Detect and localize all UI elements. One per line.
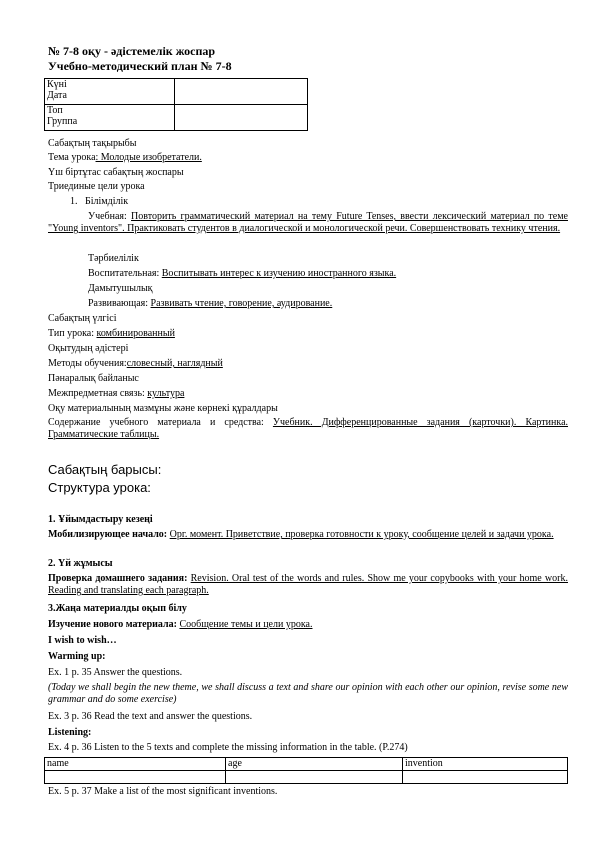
table-cell [403,771,568,784]
upbringing-line [88,268,396,280]
upbringing-label: Воспитательная: [88,268,162,279]
section1-text: Орг. момент. Приветствие, проверка готовности к уроку, сообщение целей и задачи урока. [169,529,554,540]
exercise-1: Ex. 1 p. 35 Answer the questions. [48,667,183,678]
warming-up-heading: Warming up: [48,651,106,662]
links-value: культура [147,388,185,399]
topic-value: : Молодые изобретатели. [95,152,202,163]
type-label: Тип урока: [48,328,97,339]
page-title-kz: № 7-8 оқу - әдістемелік жоспар [48,44,216,58]
section2-text: Revision. Oral test of the words and rules. Show me your copybooks with your home work. Reading and translating each paragraph. [48,573,568,596]
group-label-kz: Топ [47,105,63,116]
topic-label: Тема урока [48,152,96,163]
goal1-label: Білімділік [85,196,129,207]
structure-heading-kz: Сабақтың барысы: [48,462,162,477]
dev-text: Развивать чтение, говорение, аудирование. [150,298,333,309]
goal1-heading [70,196,128,208]
date-label-cell [45,79,175,105]
content-kz: Оқу материалының мазмұны және көрнекі құралдары [48,403,278,414]
type-value: комбинированный [96,328,175,339]
section3-label: Изучение нового материала: [48,619,180,630]
dev-label: Развивающая: [88,298,151,309]
date-label-ru: Дата [47,90,67,101]
wish-line: I wish to wish… [48,635,117,646]
section1-label: Мобилизирующее начало: [48,529,170,540]
group-label-cell [45,105,175,131]
methods-line [48,358,223,370]
edu-label: Учебная: [88,211,132,222]
links-line [48,388,184,400]
inventors-table [44,757,568,784]
table-header-invention: invention [403,758,568,771]
exercise-4: Ex. 4 p. 36 Listen to the 5 texts and complete the missing information in the table. (P.274) [48,742,408,753]
date-group-table [44,78,308,131]
links-kz: Пәнаралық байланыс [48,373,139,384]
content-line [48,417,568,441]
section2-title: 2. Үй жұмысы [48,558,113,569]
goal1-number: 1. [70,196,78,207]
topic-kz: Сабақтың тақырыбы [48,138,137,149]
section1-title: 1. Ұйымдастыру кезеңі [48,514,153,525]
section2-label: Проверка домашнего задания: [48,573,191,584]
section1-body [48,529,568,541]
type-kz: Сабақтың үлгісі [48,313,117,324]
methods-value: словесный, наглядный [126,358,223,369]
upbringing-kz: Тәрбиелілік [88,253,139,264]
page-title-ru: Учебно-методический план № 7-8 [48,59,232,73]
dev-line [88,298,332,310]
section3-text: Сообщение темы и цели урока. [179,619,313,630]
exercise-5: Ex. 5 p. 37 Make a list of the most significant inventions. [48,786,278,797]
group-value-cell [175,105,308,131]
table-cell [226,771,403,784]
date-label-kz: Күні [47,79,67,90]
structure-heading-ru: Структура урока: [48,480,151,495]
edu-goal [48,211,568,235]
methods-label: Методы обучения: [48,358,127,369]
dev-kz: Дамытушылық [88,283,153,294]
section3-body [48,619,312,631]
upbringing-text: Воспитывать интерес к изучению иностранного языка. [161,268,397,279]
listening-heading: Listening: [48,727,92,738]
type-line [48,328,175,340]
topic-line [48,152,202,164]
edu-text: Повторить грамматический материал на тему Future Tenses, ввести лексический материал по теме "Young inventors". Практиковать студентов в диалогической и монологической речи. Совершенствовать технику чтения. [48,211,568,234]
links-label: Межпредметная связь: [48,388,148,399]
table-header-age: age [226,758,403,771]
italic-note: (Today we shall begin the new theme, we shall discuss a text and share our opinion with each other our opinion, revise some new grammar and do some exercise) [48,682,568,705]
section3-title: 3.Жаңа материалды оқып білу [48,603,187,614]
section2-body [48,573,568,597]
content-label: Содержание учебного материала и средства: [48,417,273,428]
table-header-name: name [45,758,226,771]
goals-ru: Триединые цели урока [48,181,145,192]
table-cell [45,771,226,784]
date-value-cell [175,79,308,105]
group-label-ru: Группа [47,116,78,127]
goals-kz: Үш біртұтас сабақтың жоспары [48,167,184,178]
exercise-3: Ex. 3 p. 36 Read the text and answer the questions. [48,711,253,722]
methods-kz: Оқытудың әдістері [48,343,129,354]
content-value: Учебник. Дифференцированные задания (карточки). Картинка. Грамматические таблицы. [48,417,569,440]
